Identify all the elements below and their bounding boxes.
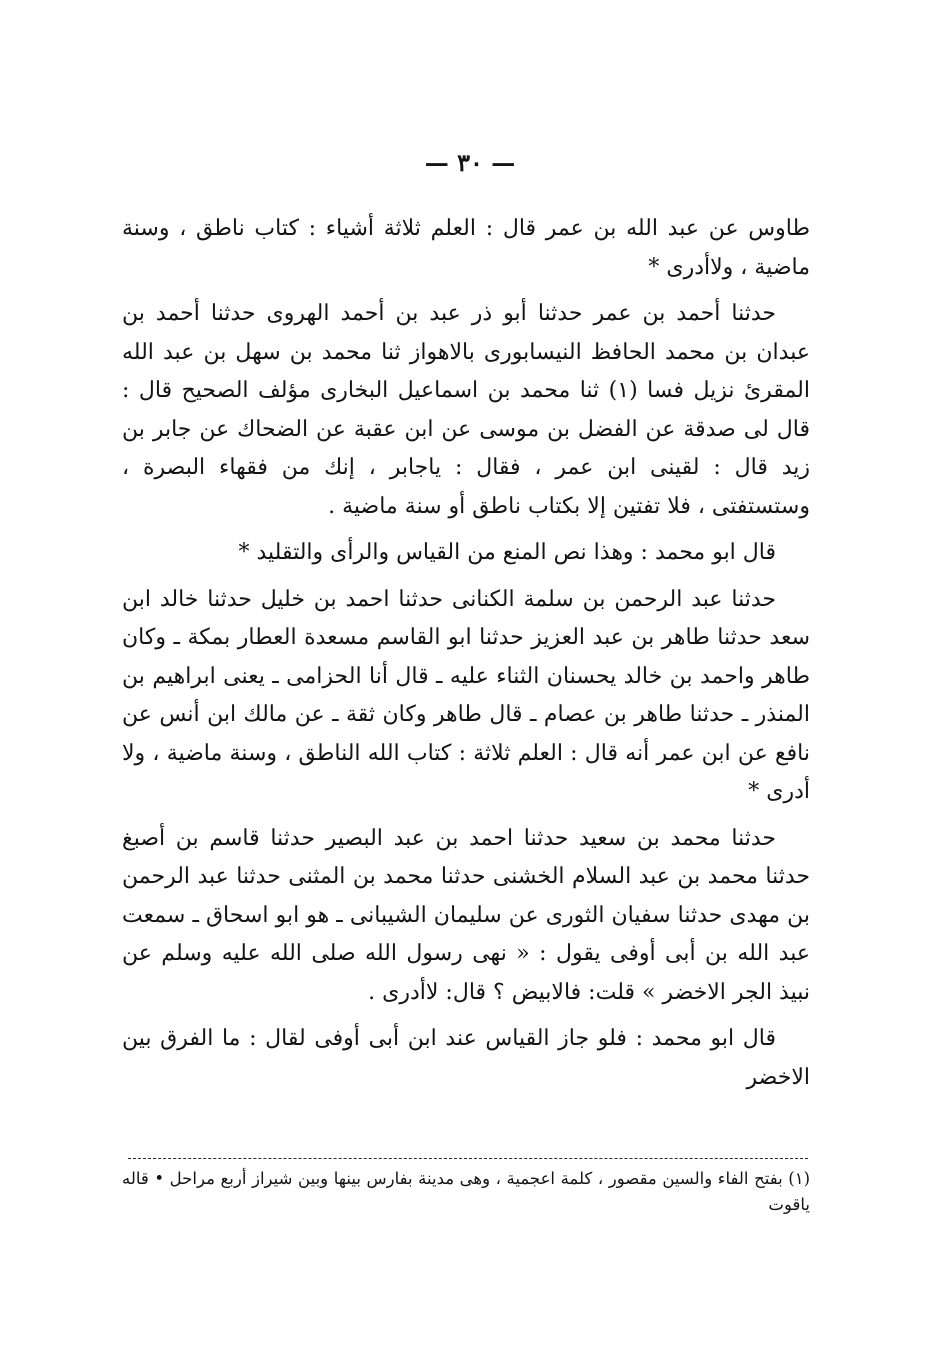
footnote-divider bbox=[128, 1158, 808, 1159]
paragraph-2: حدثنا أحمد بن عمر حدثنا أبو ذر عبد بن أحمد الهروى حدثنا أحمد بن عبدان بن محمد الحافظ النيسابورى بالاهواز ثنا محمد بن سهل بن عبد الله المقرئ نزيل فسا (١) ثنا محمد بن اسماعيل البخارى مؤلف الصحيح قال : قال لى صدقة عن الفضل بن موسى عن ابن عقبة عن الضحاك عن جابر بن زيد قال : لقينى ابن عمر ، فقال : ياجابر ، إنك من فقهاء البصرة ، وستستفتى ، فلا تفتين إلا بكتاب ناطق أو سنة ماضية . bbox=[122, 301, 810, 519]
paragraph-1: طاوس عن عبد الله بن عمر قال : العلم ثلاثة أشياء : كتاب ناطق ، وسنة ماضية ، ولاأدرى * bbox=[122, 216, 810, 280]
footnote: (١) بفتح الفاء والسين مقصور ، كلمة اعجمية ، وهى مدينة بفارس بينها وبين شيراز أربع مراحل • قاله ياقوت bbox=[122, 1169, 810, 1214]
main-text bbox=[122, 210, 810, 1105]
paragraph-4: حدثنا عبد الرحمن بن سلمة الكنانى حدثنا احمد بن خليل حدثنا خالد ابن سعد حدثنا طاهر بن عبد العزيز حدثنا ابو القاسم مسعدة العطار بمكة ـ وكان طاهر واحمد بن خالد يحسنان الثناء عليه ـ قال أنا الحزامى ـ يعنى ابراهيم بن المنذر ـ حدثنا طاهر بن عصام ـ قال طاهر وكان ثقة ـ عن مالك ابن أنس عن نافع عن ابن عمر أنه قال : العلم ثلاثة : كتاب الله الناطق ، وسنة ماضية ، ولا أدرى * bbox=[122, 586, 810, 804]
paragraph-6: قال ابو محمد : فلو جاز القياس عند ابن أبى أوفى لقال : ما الفرق بين الاخضر bbox=[122, 1026, 810, 1090]
paragraph-5: حدثنا محمد بن سعيد حدثنا احمد بن عبد البصير حدثنا قاسم بن أصبغ حدثنا محمد بن عبد السلام الخشنى حدثنا محمد بن المثنى حدثنا عبد الرحمن بن مهدى حدثنا سفيان الثورى عن سليمان الشيبانى ـ هو ابو اسحاق ـ سمعت عبد الله بن أبى أوفى يقول : « نهى رسول الله صلى الله عليه وسلم عن نبيذ الجر الاخضر » قلت: فالابيض ؟ قال: لاأدرى . bbox=[122, 825, 810, 1005]
paragraph-3: قال ابو محمد : وهذا نص المنع من القياس والرأى والتقليد * bbox=[238, 540, 776, 565]
page-number: — ٣٠ — bbox=[424, 148, 516, 177]
